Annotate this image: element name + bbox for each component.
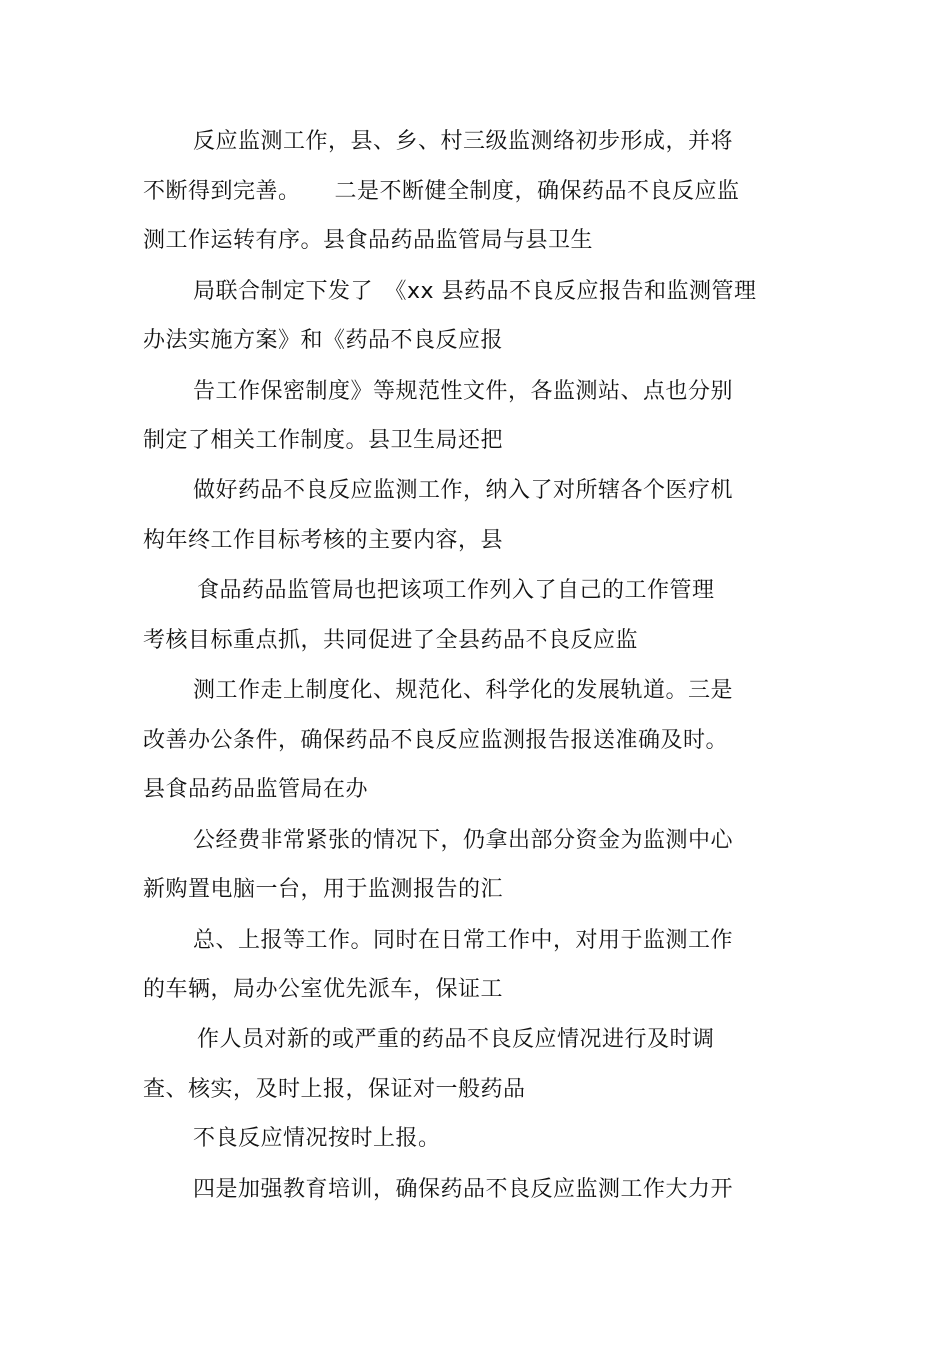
paragraph-line: 公经费非常紧张的情况下，仍拿出部分资金为监测中心 xyxy=(193,828,734,853)
paragraph-line: 作人员对新的或严重的药品不良反应情况进行及时调 xyxy=(197,1027,715,1052)
paragraph-line: 测工作运转有序。县食品药品监管局与县卫生 xyxy=(143,228,594,253)
paragraph-line: 查、核实，及时上报，保证对一般药品 xyxy=(143,1077,526,1102)
paragraph-line: 反应监测工作，县、乡、村三级监测络初步形成，并将 xyxy=(193,129,734,154)
paragraph-line: 构年终工作目标考核的主要内容，县 xyxy=(143,528,504,553)
paragraph-line: 局联合制定下发了 《xx 县药品不良反应报告和监测管理 xyxy=(193,279,757,304)
paragraph-line: 新购置电脑一台，用于监测报告的汇 xyxy=(143,877,504,902)
paragraph-line: 总、上报等工作。同时在日常工作中，对用于监测工作 xyxy=(193,928,734,953)
paragraph-line: 四是加强教育培训，确保药品不良反应监测工作大力开 xyxy=(193,1177,734,1202)
paragraph-line: 不断得到完善。 二是不断健全制度，确保药品不良反应监 xyxy=(143,179,740,204)
paragraph-line: 制定了相关工作制度。县卫生局还把 xyxy=(143,428,504,453)
paragraph-line: 不良反应情况按时上报。 xyxy=(193,1126,441,1151)
paragraph-line: 做好药品不良反应监测工作，纳入了对所辖各个医疗机 xyxy=(193,478,734,503)
paragraph-line: 测工作走上制度化、规范化、科学化的发展轨道。三是 xyxy=(193,678,734,703)
paragraph-line: 考核目标重点抓，共同促进了全县药品不良反应监 xyxy=(143,628,639,653)
paragraph-line: 县食品药品监管局在办 xyxy=(143,777,369,802)
paragraph-line: 办法实施方案》和《药品不良反应报 xyxy=(143,328,504,353)
paragraph-line: 告工作保密制度》等规范性文件，各监测站、点也分别 xyxy=(193,379,734,404)
paragraph-line: 食品药品监管局也把该项工作列入了自己的工作管理 xyxy=(197,578,715,603)
paragraph-line: 的车辆，局办公室优先派车，保证工 xyxy=(143,977,504,1002)
paragraph-line: 改善办公条件，确保药品不良反应监测报告报送准确及时。 xyxy=(143,728,729,753)
